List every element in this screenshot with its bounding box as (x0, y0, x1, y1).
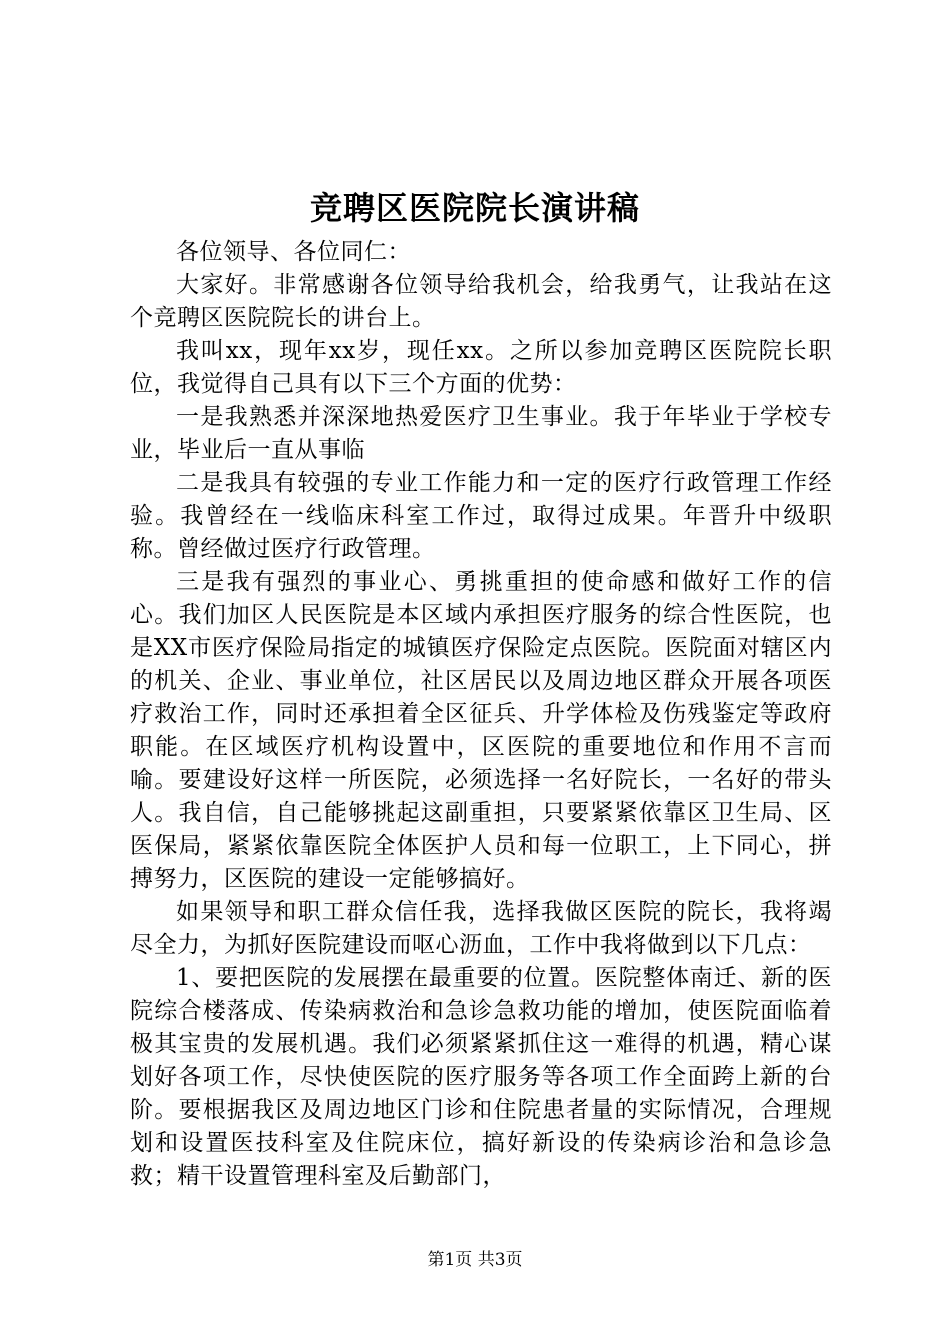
paragraph-introduction: 我叫xx，现年xx岁，现任xx。之所以参加竞聘区医院院长职位，我觉得自己具有以下三个方面的优势： (130, 338, 832, 397)
paragraph-advantage-two: 二是我具有较强的专业工作能力和一定的医疗行政管理工作经验。我曾经在一线临床科室工作过，取得过成果。年晋升中级职称。曾经做过医疗行政管理。 (130, 470, 832, 562)
paragraph-greeting: 大家好。非常感谢各位领导给我机会，给我勇气，让我站在这个竞聘区医院院长的讲台上。 (130, 272, 832, 331)
document-title: 竞聘区医院院长演讲稿 (309, 189, 640, 227)
page-number-footer: 第1页 共3页 (427, 1250, 523, 1270)
paragraph-advantage-one: 一是我熟悉并深深地热爱医疗卫生事业。我于年毕业于学校专业，毕业后一直从事临 (130, 404, 832, 463)
document-body (130, 236, 832, 1193)
paragraph-commitment: 如果领导和职工群众信任我，选择我做区医院的院长，我将竭尽全力，为抓好医院建设而呕心沥血，工作中我将做到以下几点： (130, 899, 832, 958)
paragraph-point-one: 1、要把医院的发展摆在最重要的位置。医院整体南迁、新的医院综合楼落成、传染病救治和急诊急救功能的增加，使医院面临着极其宝贵的发展机遇。我们必须紧紧抓住这一难得的机遇，精心谋划好各项工作，尽快使医院的医疗服务等各项工作全面跨上新的台阶。要根据我区及周边地区门诊和住院患者量的实际情况，合理规划和设置医技科室及住院床位，搞好新设的传染病诊治和急诊急救；精干设置管理科室及后勤部门， (130, 965, 832, 1189)
paragraph-advantage-three: 三是我有强烈的事业心、勇挑重担的使命感和做好工作的信心。我们加区人民医院是本区域内承担医疗服务的综合性医院，也是XX市医疗保险局指定的城镇医疗保险定点医院。医院面对辖区内的机关、企业、事业单位，社区居民以及周边地区群众开展各项医疗救治工作，同时还承担着全区征兵、升学体检及伤残鉴定等政府职能。在区域医疗机构设置中，区医院的重要地位和作用不言而喻。要建设好这样一所医院，必须选择一名好院长，一名好的带头人。我自信，自己能够挑起这副重担，只要紧紧依靠区卫生局、区医保局，紧紧依靠医院全体医护人员和每一位职工，上下同心，拼搏努力，区医院的建设一定能够搞好。 (130, 569, 832, 892)
paragraph-salutation: 各位领导、各位同仁： (176, 239, 411, 265)
